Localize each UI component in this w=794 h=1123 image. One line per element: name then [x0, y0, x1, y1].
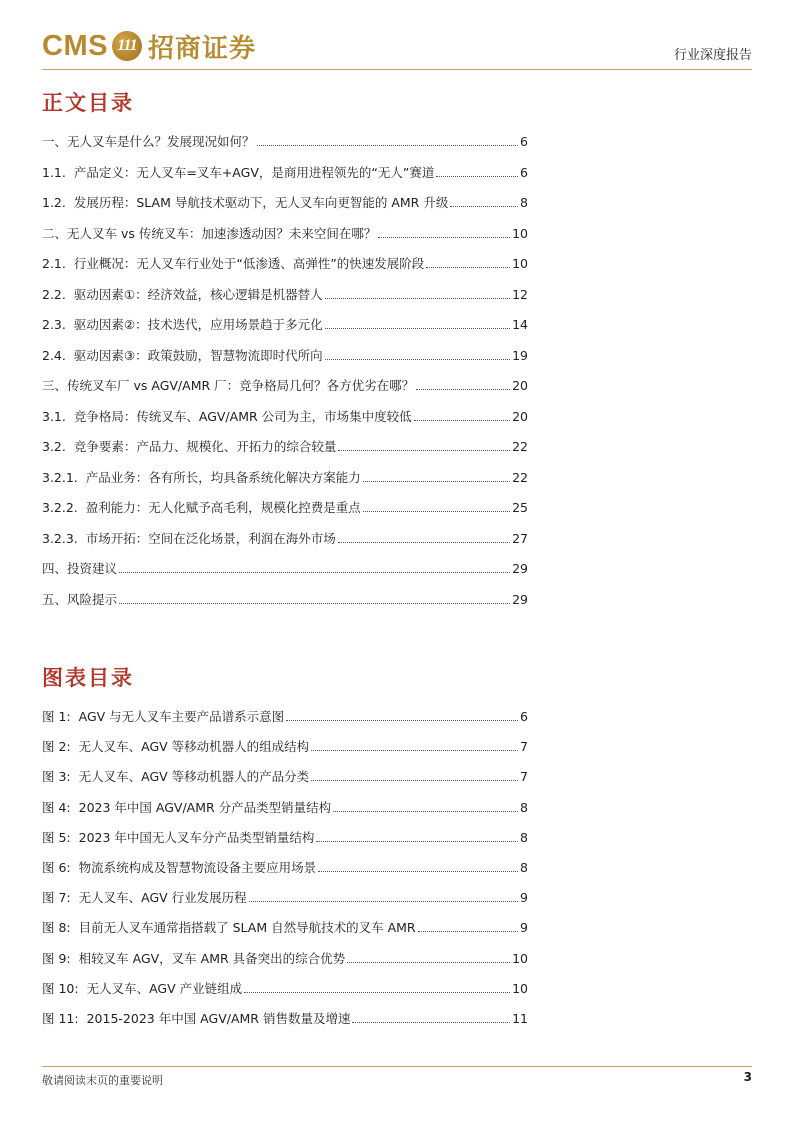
toc-entry-title: 竞争格局：传统叉车、AGV/AMR 公司为主，市场集中度较低 [73, 408, 412, 424]
logo-latin-text: CMS [42, 29, 108, 62]
toc-entry-leader-dots [338, 450, 510, 451]
figure-entry-leader-dots [244, 992, 510, 993]
figure-entry-leader-dots [418, 931, 518, 932]
figure-entry[interactable] [42, 705, 528, 725]
toc-entry-number: 2.4. [42, 347, 66, 363]
figure-entry-leader-dots [352, 1022, 510, 1023]
toc-entry-leader-dots [338, 542, 510, 543]
toc-entry[interactable] [42, 557, 528, 577]
toc-entry-leader-dots [363, 481, 510, 482]
toc-entry-number: 3.2.3. [42, 530, 78, 546]
toc-entry-leader-dots [325, 359, 511, 360]
toc-entry-page-number: 25 [512, 500, 528, 515]
toc-entry[interactable] [42, 313, 528, 333]
toc-entry-title: 盈利能力：无人化赋予高毛利，规模化控费是重点 [85, 500, 361, 515]
toc-entry-title: 竞争要素：产品力、规模化、开拓力的综合较量 [73, 439, 337, 454]
toc-entry-page-number: 20 [512, 408, 528, 424]
toc-entry-leader-dots [119, 572, 510, 573]
logo-emblem-text: 111 [117, 37, 137, 54]
report-type-label: 行业深度报告 [673, 48, 752, 63]
toc-entry-number: 1.2. [42, 195, 66, 210]
toc-entry-title: 发展历程：SLAM 导航技术驱动下，无人叉车向更智能的 AMR 升级 [73, 195, 449, 210]
figure-entry[interactable] [42, 735, 528, 755]
toc-entry[interactable] [42, 405, 528, 425]
toc-entry-number: 2.2. [42, 286, 66, 302]
toc-entry[interactable] [42, 527, 528, 547]
toc-entry-number: 2.1. [42, 256, 66, 271]
figure-entry-leader-dots [347, 962, 510, 963]
figure-entry-page-number: 10 [512, 980, 528, 996]
toc-entry[interactable] [42, 191, 528, 211]
figure-entry-title: 2015-2023 年中国 AGV/AMR 销售数量及增速 [86, 1011, 351, 1026]
figure-entry-leader-dots [311, 750, 518, 751]
toc-entry-title: 产品定义：无人叉车=叉车+AGV，是商用进程领先的“无人”赛道 [73, 164, 435, 180]
figure-entry-title: 目前无人叉车通常指搭载了 SLAM 自然导航技术的叉车 AMR [78, 920, 416, 936]
toc-entry-leader-dots [450, 206, 518, 207]
toc-entry-page-number: 29 [512, 561, 528, 576]
figure-entry-title: 无人叉车、AGV 行业发展历程 [78, 890, 247, 906]
toc-entry-number: 1.1. [42, 164, 66, 180]
toc-entry-page-number: 14 [512, 317, 528, 332]
toc-entry-title: 市场开拓：空间在泛化场景，利润在海外市场 [85, 530, 336, 546]
figure-entry-page-number: 8 [520, 829, 528, 845]
toc-entry[interactable] [42, 161, 528, 181]
toc-entry-page-number: 8 [520, 195, 528, 210]
figure-entry-page-number: 6 [520, 709, 528, 724]
logo-emblem-icon [112, 31, 142, 61]
figure-entry-number: 图 2: [42, 739, 71, 755]
toc-entry[interactable] [42, 283, 528, 303]
toc-entry-title: 行业概况：无人叉车行业处于“低渗透、高弹性”的快速发展阶段 [73, 256, 425, 271]
page-number: 3 [743, 1070, 752, 1084]
figure-entry-number: 图 1: [42, 709, 71, 724]
figure-entry-title: 无人叉车、AGV 等移动机器人的产品分类 [78, 769, 310, 785]
figure-entry-number: 图 4: [42, 799, 71, 815]
toc-entry-page-number: 27 [512, 530, 528, 546]
figure-entry-title: AGV 与无人叉车主要产品谱系示意图 [78, 709, 285, 724]
toc-entry-title: 驱动因素③：政策鼓励，智慧物流即时代所向 [73, 347, 323, 363]
figure-list-title: 图表目录 [42, 666, 134, 690]
toc-entry-number: 3.1. [42, 408, 66, 424]
figure-entry-page-number: 10 [512, 950, 528, 966]
figure-entry-leader-dots [249, 901, 518, 902]
figure-entry-title: 2023 年中国 AGV/AMR 分产品类型销量结构 [78, 799, 332, 815]
toc-entry[interactable] [42, 435, 528, 455]
figure-entry-title: 无人叉车、AGV 等移动机器人的组成结构 [78, 739, 310, 755]
toc-entry[interactable] [42, 130, 528, 150]
figure-entry-leader-dots [316, 841, 518, 842]
figure-entry-number: 图 6: [42, 860, 71, 875]
toc-entry-page-number: 22 [512, 469, 528, 485]
toc-entry-title: 二、无人叉车 vs 传统叉车：加速渗透动因？未来空间在哪？ [42, 225, 377, 241]
toc-entry-page-number: 6 [520, 164, 528, 180]
toc-title: 正文目录 [42, 91, 134, 115]
toc-entry[interactable] [42, 466, 528, 486]
toc-entry-title: 四、投资建议 [42, 561, 118, 576]
toc-entry-leader-dots [414, 420, 510, 421]
figure-entry-title: 物流系统构成及智慧物流设备主要应用场景 [78, 860, 317, 875]
toc-entry-number: 2.3. [42, 317, 66, 332]
figure-entry-number: 图 5: [42, 829, 71, 845]
figure-entry-number: 图 3: [42, 769, 71, 785]
figure-entry[interactable] [42, 826, 528, 846]
figure-entry-page-number: 7 [520, 769, 528, 785]
toc-entry-title: 驱动因素①：经济效益，核心逻辑是机器替人 [73, 286, 323, 302]
header-divider [42, 69, 752, 70]
toc-entry-leader-dots [325, 328, 511, 329]
toc-entry-page-number: 19 [512, 347, 528, 363]
figure-entry-leader-dots [286, 720, 518, 721]
figure-entry[interactable] [42, 856, 528, 876]
toc-entry[interactable] [42, 222, 528, 242]
figure-entry-number: 图 11: [42, 1011, 79, 1026]
toc-entry-page-number: 6 [520, 134, 528, 149]
toc-entry-leader-dots [436, 176, 518, 177]
figure-entry-leader-dots [318, 871, 518, 872]
toc-entry-title: 五、风险提示 [42, 591, 118, 607]
toc-entry-leader-dots [363, 511, 510, 512]
figure-entry[interactable] [42, 916, 528, 936]
toc-entry[interactable] [42, 344, 528, 364]
figure-entry-number: 图 9: [42, 950, 71, 966]
toc-entry[interactable] [42, 496, 528, 516]
toc-entry-title: 一、无人叉车是什么？发展现况如何？ [42, 134, 255, 149]
toc-entry-title: 产品业务：各有所长，均具备系统化解决方案能力 [85, 469, 361, 485]
toc-entry-number: 3.2.2. [42, 500, 78, 515]
toc-entry-page-number: 29 [512, 591, 528, 607]
figure-entry-number: 图 8: [42, 920, 71, 936]
figure-entry[interactable] [42, 947, 528, 967]
figure-entry-number: 图 7: [42, 890, 71, 906]
toc-entry-number: 3.2. [42, 439, 66, 454]
figure-entry-leader-dots [333, 811, 518, 812]
toc-entry-page-number: 10 [512, 256, 528, 271]
toc-entry-leader-dots [119, 603, 510, 604]
footer-disclaimer: 敬请阅读末页的重要说明 [42, 1074, 163, 1087]
figure-entry-page-number: 8 [520, 799, 528, 815]
figure-entry-title: 2023 年中国无人叉车分产品类型销量结构 [78, 829, 315, 845]
page-header [0, 0, 794, 75]
figure-entry-page-number: 9 [520, 890, 528, 906]
logo-chinese-text: 招商证券 [147, 33, 256, 64]
figure-entry-page-number: 9 [520, 920, 528, 936]
figure-entry[interactable] [42, 977, 528, 997]
figure-entry-page-number: 11 [512, 1011, 528, 1026]
toc-entry-number: 3.2.1. [42, 469, 78, 485]
figure-entry-title: 无人叉车、AGV 产业链组成 [86, 980, 243, 996]
toc-entry-leader-dots [325, 298, 511, 299]
company-logo [42, 26, 256, 66]
figure-entry-page-number: 8 [520, 860, 528, 875]
figure-entry-leader-dots [311, 780, 518, 781]
figure-entry[interactable] [42, 886, 528, 906]
figure-entry-number: 图 10: [42, 980, 79, 996]
toc-entry-page-number: 20 [512, 378, 528, 393]
toc-entry[interactable] [42, 252, 528, 272]
figure-entry[interactable] [42, 1007, 528, 1027]
figure-entry[interactable] [42, 796, 528, 816]
toc-entry-leader-dots [257, 145, 519, 146]
toc-entry-leader-dots [426, 267, 510, 268]
toc-entry-page-number: 22 [512, 439, 528, 454]
toc-entry-leader-dots [378, 237, 510, 238]
toc-entry[interactable] [42, 374, 528, 394]
toc-entry-title: 三、传统叉车厂 vs AGV/AMR 厂：竞争格局几何？各方优劣在哪？ [42, 378, 415, 393]
toc-entry[interactable] [42, 588, 528, 608]
footer-divider [42, 1066, 752, 1067]
toc-entry-title: 驱动因素②：技术迭代，应用场景趋于多元化 [73, 317, 323, 332]
figure-entry[interactable] [42, 765, 528, 785]
toc-entry-page-number: 10 [512, 225, 528, 241]
figure-entry-page-number: 7 [520, 739, 528, 755]
toc-entry-leader-dots [416, 389, 510, 390]
figure-entry-title: 相较叉车 AGV，叉车 AMR 具备突出的综合优势 [78, 950, 346, 966]
toc-entry-page-number: 12 [512, 286, 528, 302]
